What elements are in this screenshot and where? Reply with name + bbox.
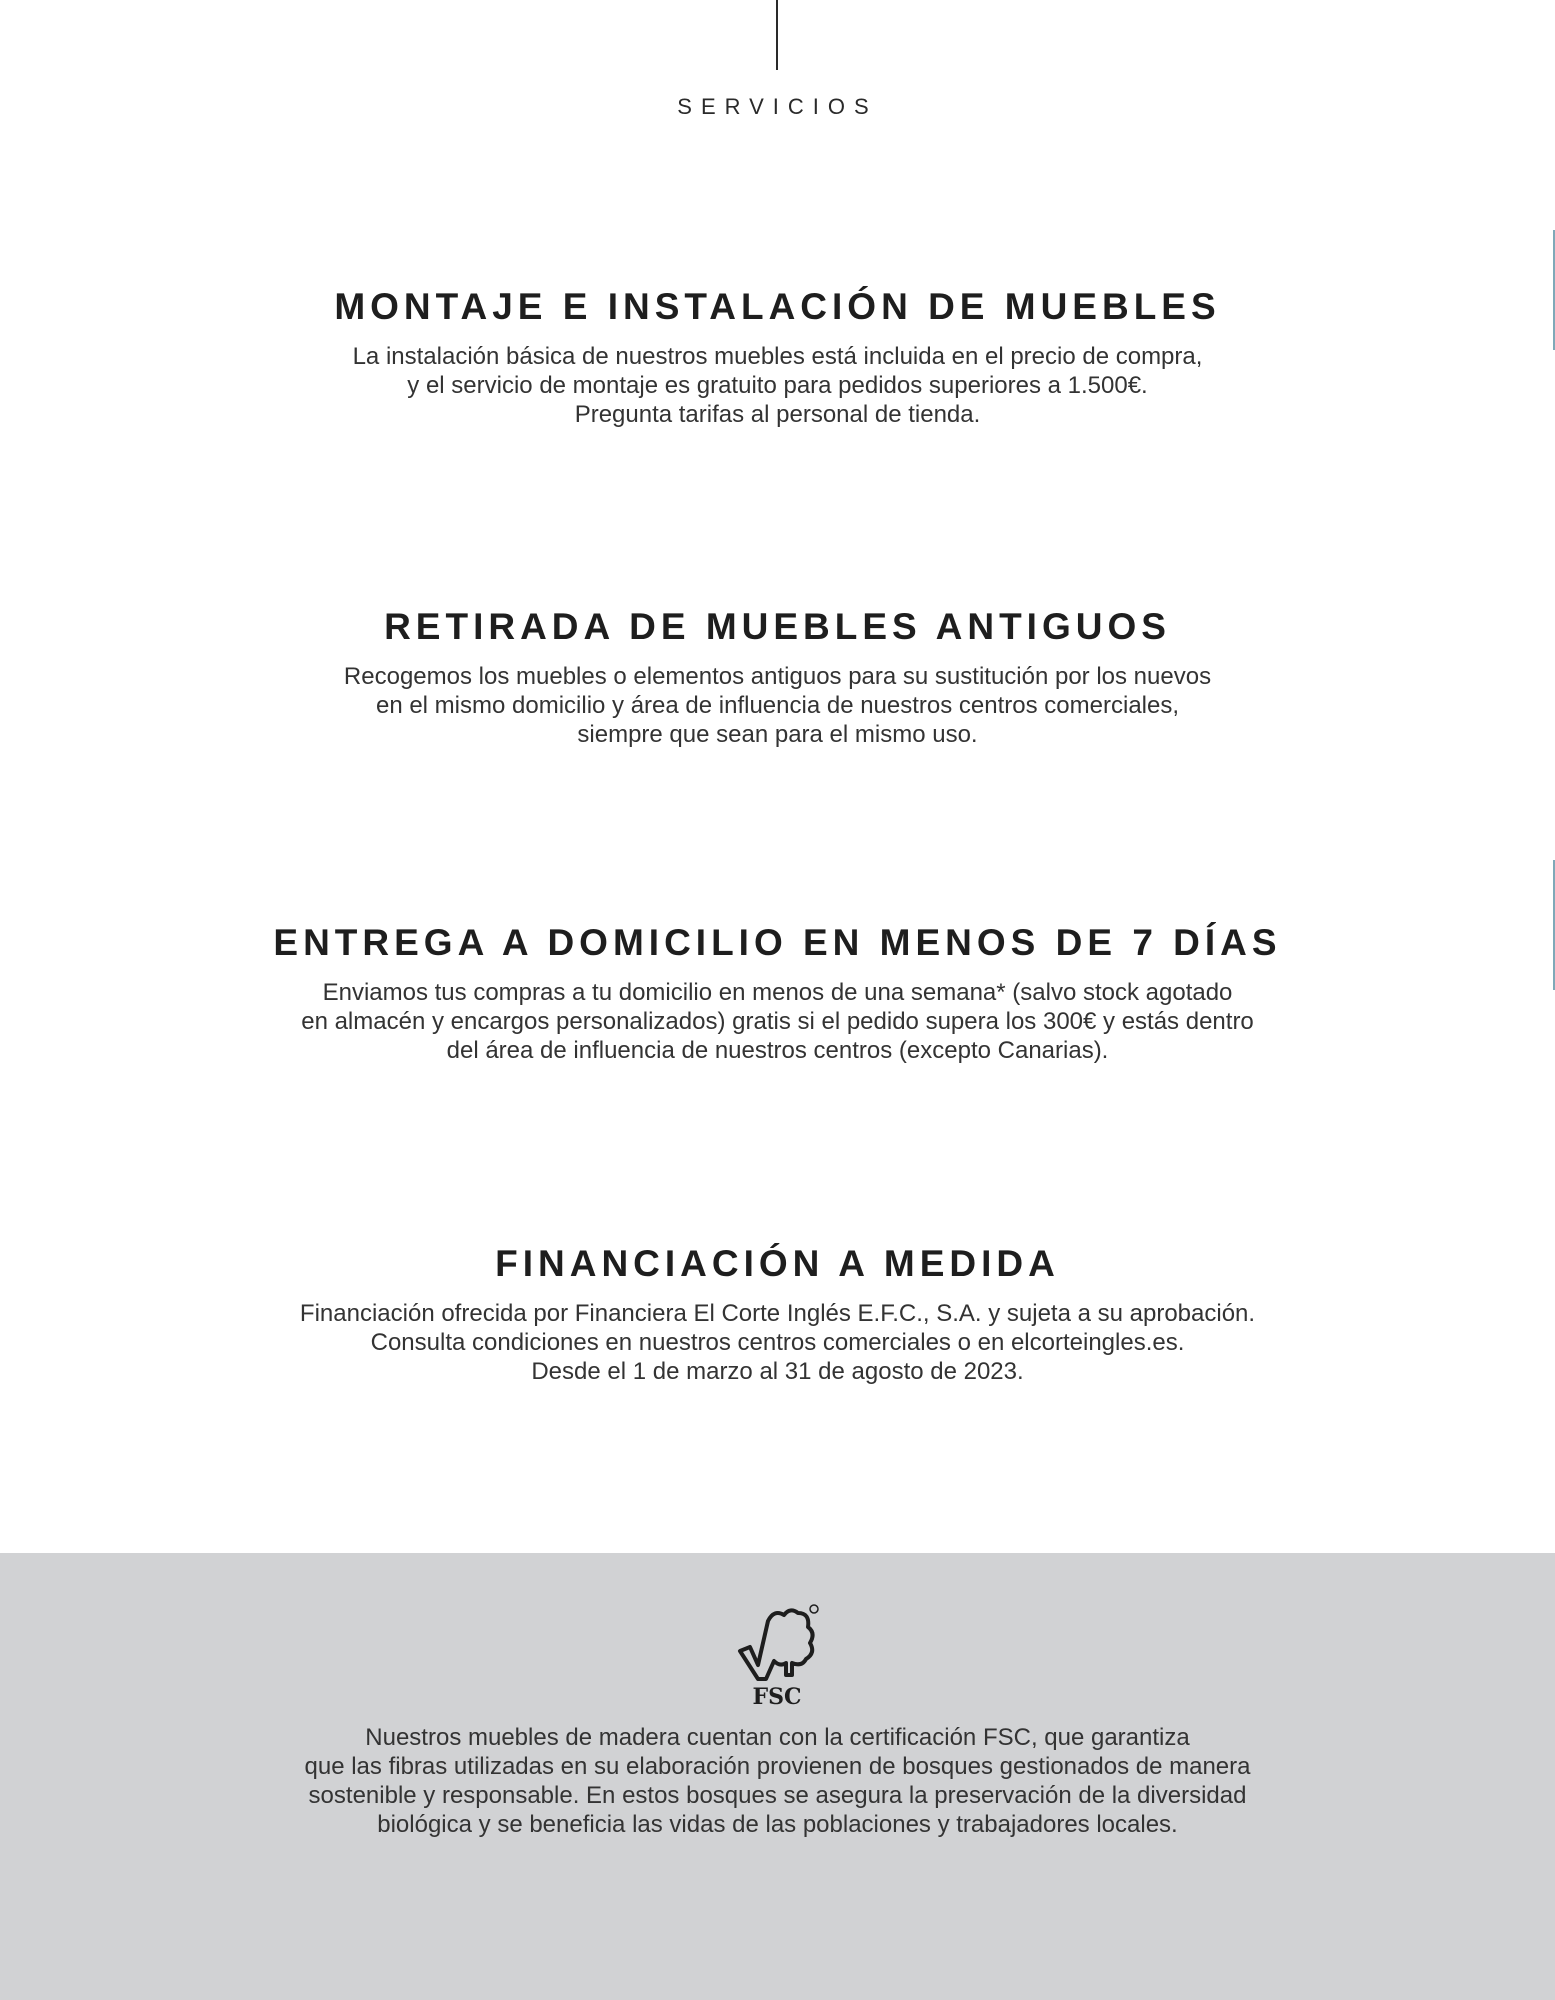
section-label: SERVICIOS — [677, 94, 878, 119]
fsc-logo-icon — [736, 1603, 820, 1709]
fsc-description — [0, 1723, 1555, 1839]
description-line: sostenible y responsable. En estos bosques se asegura la preservación de la diversidad — [308, 1782, 1247, 1809]
service-description — [0, 342, 1555, 429]
description-line: biológica y se beneficia las vidas de las poblaciones y trabajadores locales. — [377, 1811, 1178, 1838]
description-line: Enviamos tus compras a tu domicilio en menos de una semana* (salvo stock agotado — [322, 979, 1233, 1006]
service-title: RETIRADA DE MUEBLES ANTIGUOS — [384, 606, 1171, 647]
description-line: Financiación ofrecida por Financiera El Corte Inglés E.F.C., S.A. y sujeta a su aprobación. — [299, 1300, 1256, 1327]
service-description — [0, 662, 1555, 749]
service-description — [0, 978, 1555, 1065]
service-retirada — [0, 606, 1555, 749]
service-title: MONTAJE E INSTALACIÓN DE MUEBLES — [334, 286, 1221, 327]
description-line: La instalación básica de nuestros muebles está incluida en el precio de compra, — [352, 343, 1203, 370]
description-line: del área de influencia de nuestros centros (excepto Canarias). — [446, 1037, 1109, 1064]
description-line: Consulta condiciones en nuestros centros comerciales o en elcorteingles.es. — [370, 1329, 1185, 1356]
service-title: FINANCIACIÓN A MEDIDA — [495, 1243, 1060, 1284]
service-financiacion — [0, 1243, 1555, 1386]
top-divider-line — [776, 0, 778, 70]
service-montaje — [0, 286, 1555, 429]
fsc-logo-text: FSC — [752, 1684, 802, 1709]
description-line: Nuestros muebles de madera cuentan con la certificación FSC, que garantiza — [365, 1724, 1190, 1751]
description-line: siempre que sean para el mismo uso. — [577, 721, 978, 748]
service-description — [0, 1299, 1555, 1386]
description-line: en almacén y encargos personalizados) gratis si el pedido supera los 300€ y estás dentro — [301, 1008, 1254, 1035]
service-title: ENTREGA A DOMICILIO EN MENOS DE 7 DÍAS — [273, 922, 1282, 963]
description-line: en el mismo domicilio y área de influencia de nuestros centros comerciales, — [375, 692, 1180, 719]
description-line: y el servicio de montaje es gratuito para pedidos superiores a 1.500€. — [407, 372, 1148, 399]
description-line: Desde el 1 de marzo al 31 de agosto de 2023. — [531, 1358, 1024, 1385]
description-line: Pregunta tarifas al personal de tienda. — [574, 401, 981, 428]
description-line: Recogemos los muebles o elementos antiguos para su sustitución por los nuevos — [343, 663, 1212, 690]
service-entrega — [0, 922, 1555, 1065]
fsc-certification-panel — [0, 1553, 1555, 2000]
description-line: que las fibras utilizadas en su elaboración provienen de bosques gestionados de manera — [304, 1753, 1251, 1780]
